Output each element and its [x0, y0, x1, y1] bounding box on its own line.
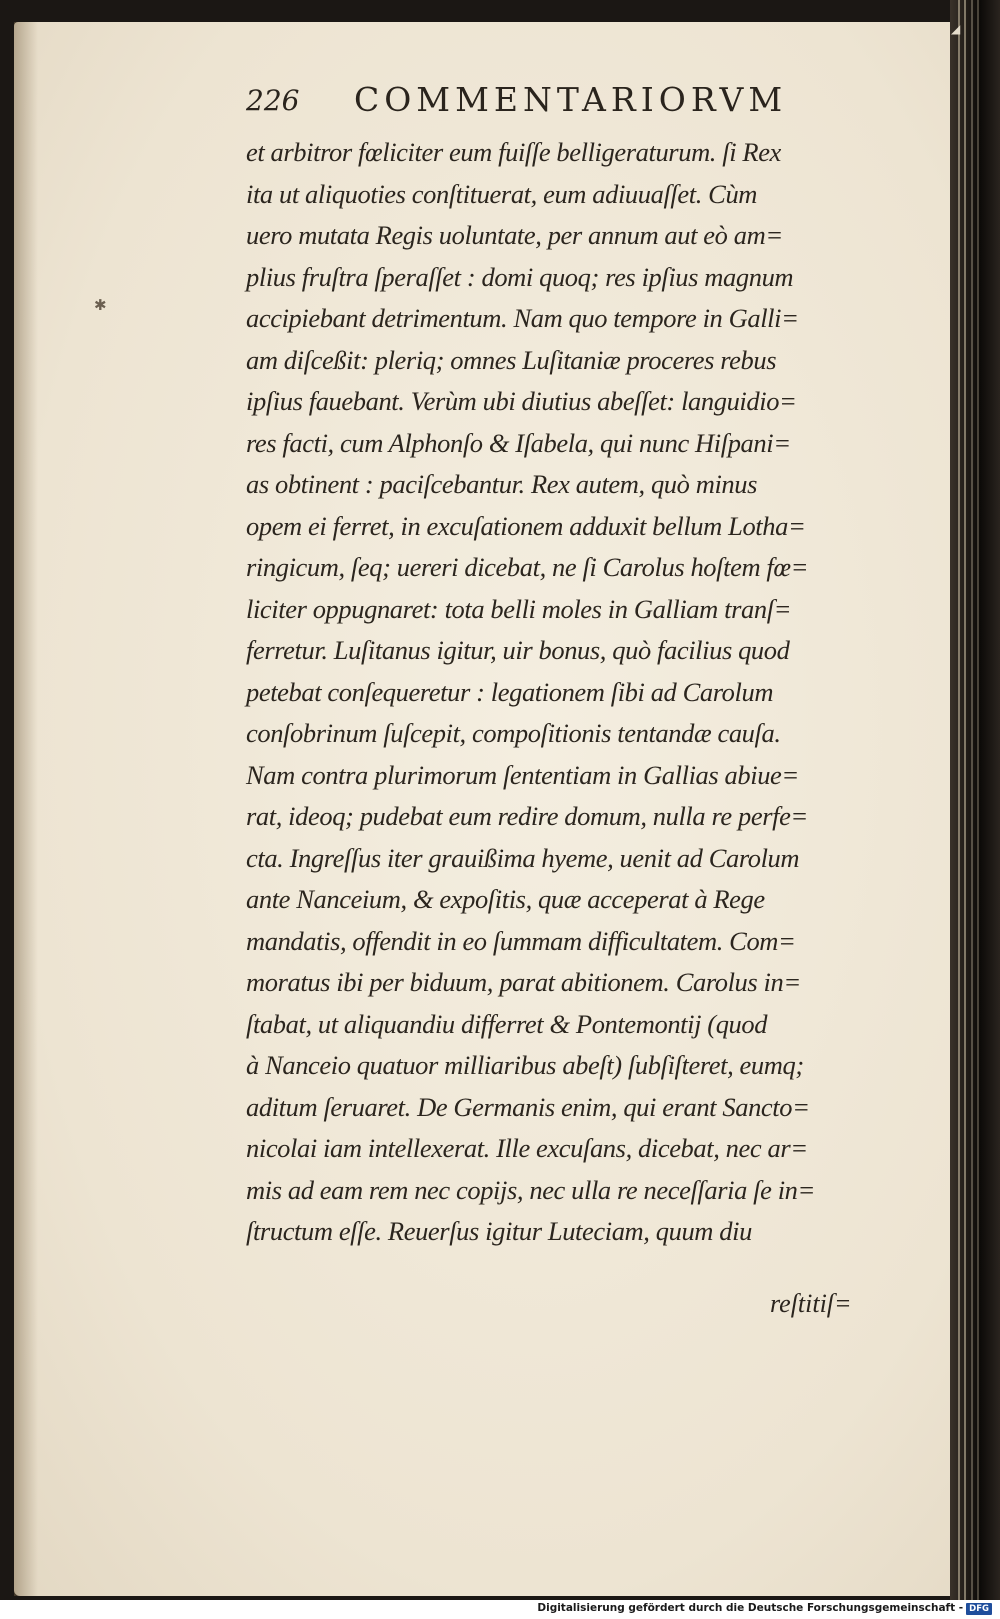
text-line: mis ad eam rem nec copijs, nec ulla re neceſſaria ſe in=: [246, 1174, 816, 1205]
text-line: petebat conſequeretur : legationem ſibi ad Carolum: [246, 676, 774, 707]
text-line: ante Nanceium, & expoſitis, quæ acceperat à Rege: [246, 884, 765, 914]
text-line: ita ut aliquoties conſtituerat, eum adiuuaſſet. Cùm: [246, 178, 758, 209]
body-text: [246, 132, 936, 1253]
page-edges-right: [950, 0, 1000, 1600]
text-line: rat, ideoq; pudebat eum redire domum, nulla re perfe=: [246, 801, 808, 831]
text-line: conſobrinum ſuſcepit, compoſitionis tentandæ cauſa.: [246, 718, 781, 748]
page-edge-line: [971, 0, 973, 1600]
text-line: nicolai iam intellexerat. Ille excuſans, dicebat, nec ar=: [246, 1133, 808, 1163]
text-line: cta. Ingreſſus iter grauißima hyeme, uenit ad Carolum: [246, 842, 800, 873]
text-line: ferretur. Luſitanus igitur, uir bonus, quò facilius quod: [246, 635, 790, 665]
text-line: aditum ſeruaret. De Germanis enim, qui erant Sancto=: [246, 1091, 810, 1122]
text-line: plius fruſtra ſperaſſet : domi quoq; res ipſius magnum: [246, 261, 794, 292]
text-line: ſtabat, ut aliquandiu differret & Pontemontij (quod: [246, 1008, 768, 1039]
text-line: liciter oppugnaret: tota belli moles in Galliam tranſ=: [246, 593, 792, 624]
text-line: ſtructum eſſe. Reuerſus igitur Luteciam, quum diu: [246, 1216, 752, 1246]
margin-mark-icon: ✱: [94, 296, 107, 314]
text-line: et arbitror fœliciter eum fuiſſe belligeraturum. ſi Rex: [246, 137, 781, 167]
credit-text: Digitalisierung gefördert durch die Deutsche Forschungsgemeinschaft -: [537, 1602, 964, 1614]
text-line: accipiebant detrimentum. Nam quo tempore in Galli=: [246, 303, 799, 333]
page-edge-line: [977, 0, 979, 1600]
running-title: COMMENTARIORVM: [354, 80, 788, 119]
corner-glyph: ◢: [951, 22, 961, 36]
text-line: à Nanceio quatuor milliaribus abeſt) ſubſiſteret, eumq;: [246, 1050, 804, 1080]
page-edge-line: [958, 0, 960, 1600]
text-line: Nam contra plurimorum ſententiam in Gallias abiue=: [246, 759, 799, 790]
text-line: uero mutata Regis uoluntate, per annum aut eò am=: [246, 220, 783, 250]
page-gutter-shadow: [14, 22, 38, 1596]
text-line: as obtinent : paciſcebantur. Rex autem, quò minus: [246, 469, 758, 499]
text-line: opem ei ferret, in excuſationem adduxit bellum Lotha=: [246, 510, 806, 541]
page-header: [246, 80, 846, 124]
catchword: reſtitiſ=: [770, 1289, 852, 1318]
text-line: res facti, cum Alphonſo & Iſabela, qui nunc Hiſpani=: [246, 427, 791, 458]
text-line: moratus ibi per biduum, parat abitionem. Carolus in=: [246, 967, 801, 997]
text-line: ringicum, ſeq; uereri dicebat, ne ſi Carolus hoſtem fœ=: [246, 552, 809, 582]
text-line: am diſceßit: pleriq; omnes Luſitaniæ proceres rebus: [246, 344, 777, 375]
page-edge-line: [964, 0, 966, 1600]
text-line: ipſius fauebant. Verùm ubi diutius abeſſet: languidio=: [246, 386, 797, 416]
dfg-logo-icon: DFG: [966, 1603, 992, 1615]
text-line: mandatis, offendit in eo ſummam difficultatem. Com=: [246, 925, 796, 956]
digitization-credit: [537, 1600, 992, 1617]
page-number: 226: [246, 84, 300, 117]
